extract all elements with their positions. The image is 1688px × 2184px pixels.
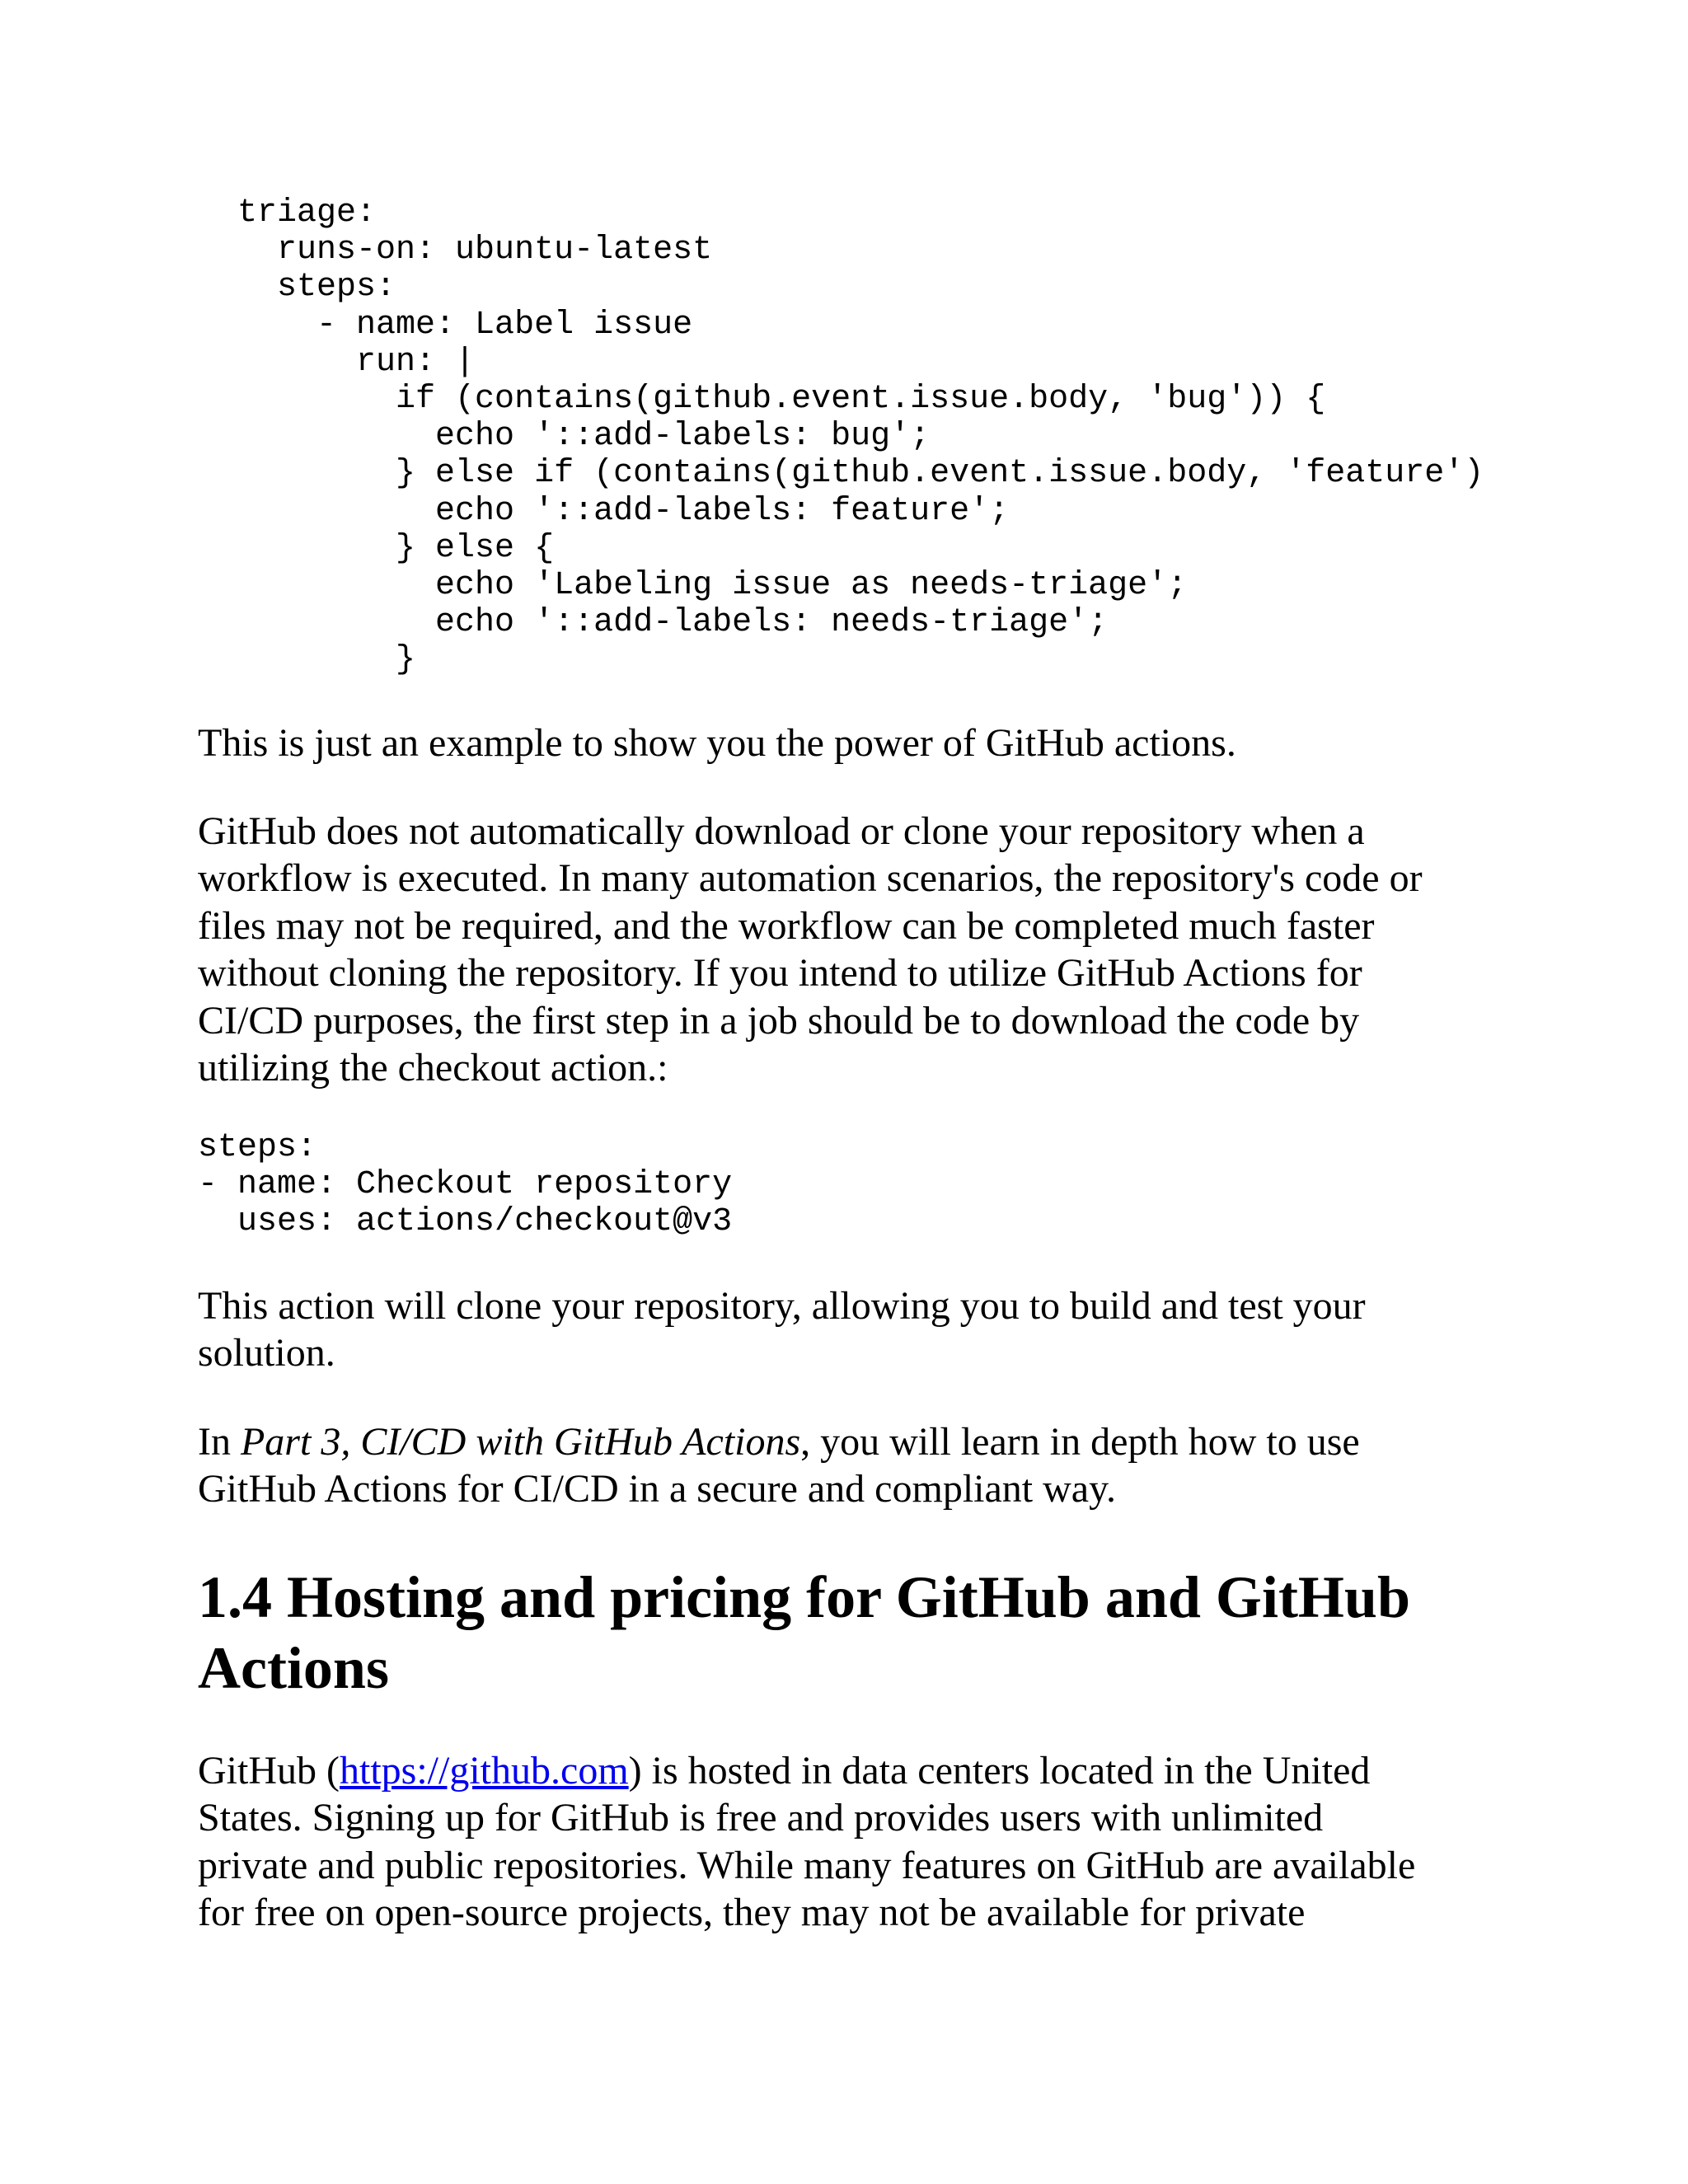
code-line: } [198,641,416,679]
text-line: This action will clone your repository, allowing you to build and test your [198,1284,1366,1328]
github-link[interactable]: https://github.com [339,1749,629,1793]
section-heading [198,1562,1517,1704]
text-line: CI/CD purposes, the first step in a job should be to download the code by [198,998,1360,1043]
code-line: echo '::add-labels: bug'; [198,418,931,456]
code-line: if (contains(github.event.issue.body, 'bug')) { [198,381,1326,419]
text-line: solution. [198,1331,335,1376]
text-line: This is just an example to show you the power of GitHub actions. [198,721,1236,765]
code-line: runs-on: ubuntu-latest [198,232,713,269]
code-line: steps: [198,1129,317,1166]
italic-book-reference: Part 3, CI/CD with GitHub Actions [240,1420,801,1464]
code-block-workflow-triage [198,194,1484,679]
paragraph-clone-action [198,1282,1517,1377]
text-line: States. Signing up for GitHub is free and provides users with unlimited [198,1796,1324,1840]
text-line [198,1418,1517,1465]
text-line: for free on open-source projects, they may not be available for private [198,1891,1306,1935]
code-line: echo '::add-labels: feature'; [198,492,1010,530]
code-block-checkout-step [198,1129,732,1241]
text-segment: , you will learn in depth how to use [800,1420,1360,1464]
heading-line: Actions [198,1635,389,1701]
heading-line: 1.4 Hosting and pricing for GitHub and GitHub [198,1564,1411,1630]
text-line: GitHub does not automatically download or clone your repository when a [198,809,1365,853]
paragraph-checkout-explanation [198,808,1517,1091]
code-line: - name: Label issue [198,306,693,344]
paragraph-hosting-pricing [198,1747,1517,1937]
code-line: triage: [198,194,377,232]
text-line: private and public repositories. While many features on GitHub are available [198,1843,1416,1887]
text-line [198,1747,1517,1794]
text-line: without cloning the repository. If you intend to utilize GitHub Actions for [198,951,1362,996]
text-line: utilizing the checkout action.: [198,1046,668,1090]
code-line: echo 'Labeling issue as needs-triage'; [198,567,1188,605]
code-line: run: | [198,343,476,381]
code-line: } else if (contains(github.event.issue.body, 'feature') [198,455,1484,493]
code-line: } else { [198,529,555,567]
code-line: echo '::add-labels: needs-triage'; [198,604,1109,642]
code-line: steps: [198,269,396,307]
text-line: GitHub Actions for CI/CD in a secure and compliant way. [198,1467,1116,1511]
text-line: files may not be required, and the workflow can be completed much faster [198,903,1375,948]
text-line: workflow is executed. In many automation scenarios, the repository's code or [198,856,1423,901]
text-segment: In [198,1420,241,1464]
paragraph-part-3-reference [198,1418,1517,1513]
text-segment: GitHub ( [198,1749,340,1793]
code-line: uses: actions/checkout@v3 [198,1203,733,1241]
paragraph-example-note [198,719,1517,766]
code-line: - name: Checkout repository [198,1166,733,1204]
text-segment: ) is hosted in data centers located in the United [628,1749,1371,1793]
